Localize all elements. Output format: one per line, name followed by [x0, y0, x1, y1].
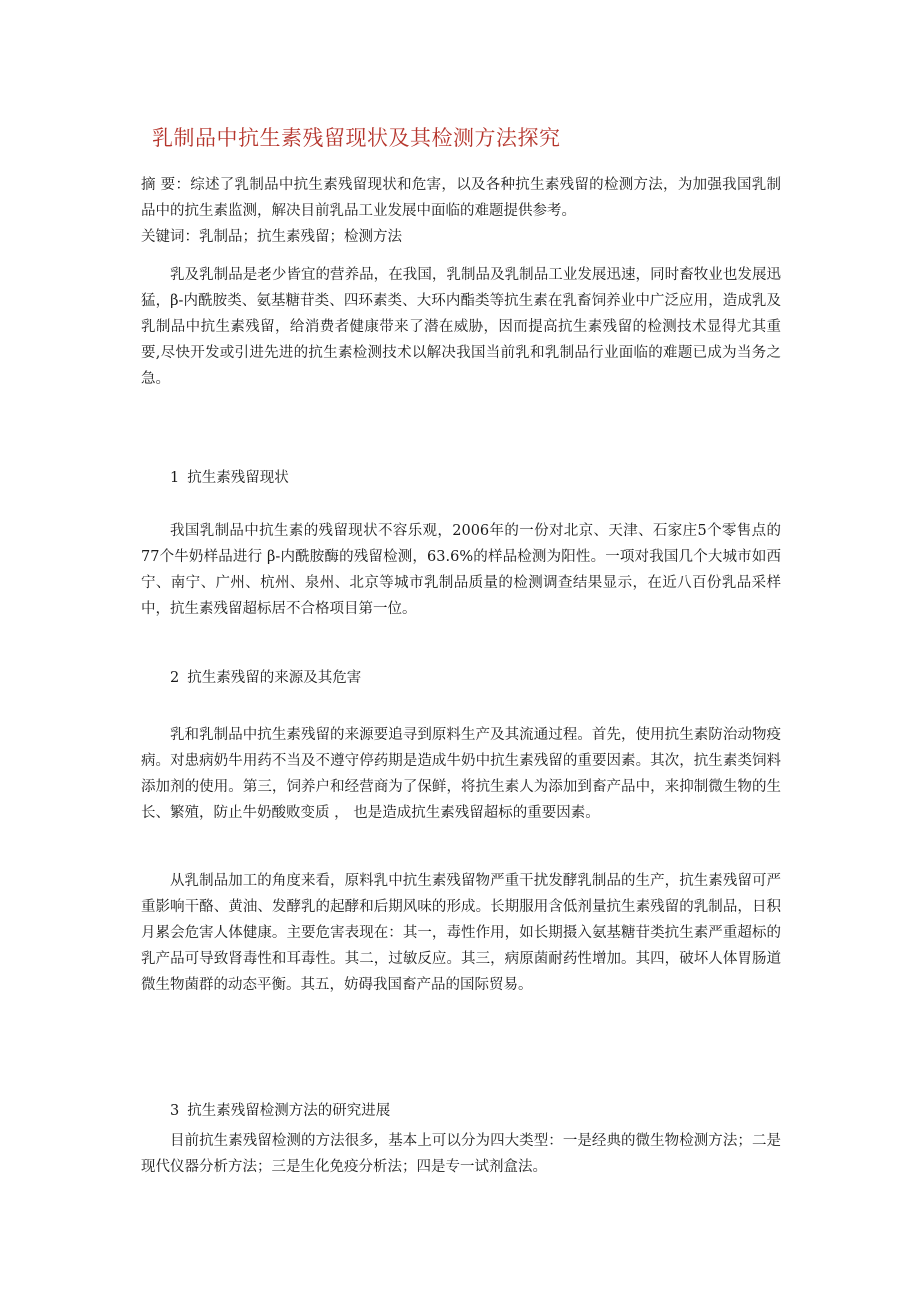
- section-3-paragraph-1: 目前抗生素残留检测的方法很多，基本上可以分为四大类型：一是经典的微生物检测方法；二是现代仪器分析方法；三是生化免疫分析法；四是专一试剂盒法。: [141, 1133, 781, 1175]
- document-title: 乳制品中抗生素残留现状及其检测方法探究: [152, 126, 561, 150]
- section-title: 抗生素残留检测方法的研究进展: [187, 1103, 391, 1119]
- section-heading-2: [170, 665, 810, 691]
- section-1-paragraph-1: 我国乳制品中抗生素的残留现状不容乐观，2006年的一份对北京、天津、石家庄5个零售点的77个牛奶样品进行 β-内酰胺酶的残留检测，63.6%的样品检测为阳性。一项对我国几个大城市如西宁、南宁、广州、杭州、泉州、北京等城市乳制品质量的检测调查结果显示，在近八百份乳品采样中，抗生素残留超标居不合格项目第一位。: [141, 523, 781, 617]
- section-2-paragraph-2: 从乳制品加工的角度来看，原料乳中抗生素残留物严重干扰发酵乳制品的生产，抗生素残留可严重影响干酪、黄油、发酵乳的起酵和后期风味的形成。长期服用含低剂量抗生素残留的乳制品，日积月累会危害人体健康。主要危害表现在：其一，毒性作用，如长期摄入氨基糖苷类抗生素严重超标的乳产品可导致肾毒性和耳毒性。其二，过敏反应。其三，病原菌耐药性增加。其四，破坏人体胃肠道微生物菌群的动态平衡。其五，妨碍我国畜产品的国际贸易。: [141, 873, 781, 993]
- section-number: 3: [170, 1103, 180, 1119]
- section-2-paragraph-1: 乳和乳制品中抗生素残留的来源要追寻到原料生产及其流通过程。首先，使用抗生素防治动物疫病。对患病奶牛用药不当及不遵守停药期是造成牛奶中抗生素残留的重要因素。其次，抗生素类饲料添加剂的使用。第三，饲养户和经营商为了保鲜，将抗生素人为添加到畜产品中，来抑制微生物的生长、繁殖，防止牛奶酸败变质 ， 也是造成抗生素残留超标的重要因素。: [141, 727, 781, 821]
- abstract: 摘 要：综述了乳制品中抗生素残留现状和危害，以及各种抗生素残留的检测方法，为加强我国乳制品中的抗生素监测，解决目前乳品工业发展中面临的难题提供参考。: [141, 177, 781, 219]
- section-heading-1: [170, 465, 810, 491]
- section-title: 抗生素残留的来源及其危害: [187, 670, 362, 686]
- section-number: 2: [170, 670, 180, 686]
- keywords: 关键词：乳制品；抗生素残留；检测方法: [141, 229, 402, 245]
- section-number: 1: [170, 470, 180, 486]
- section-heading-3: [170, 1098, 810, 1124]
- section-title: 抗生素残留现状: [187, 470, 289, 486]
- intro-paragraph: 乳及乳制品是老少皆宜的营养品，在我国，乳制品及乳制品工业发展迅速，同时畜牧业也发展迅猛，β-内酰胺类、氨基糖苷类、四环素类、大环内酯类等抗生素在乳畜饲养业中广泛应用，造成乳及乳制品中抗生素残留，给消费者健康带来了潜在威胁，因而提高抗生素残留的检测技术显得尤其重要,尽快开发或引进先进的抗生素检测技术以解决我国当前乳和乳制品行业面临的难题已成为当务之急。: [141, 267, 781, 387]
